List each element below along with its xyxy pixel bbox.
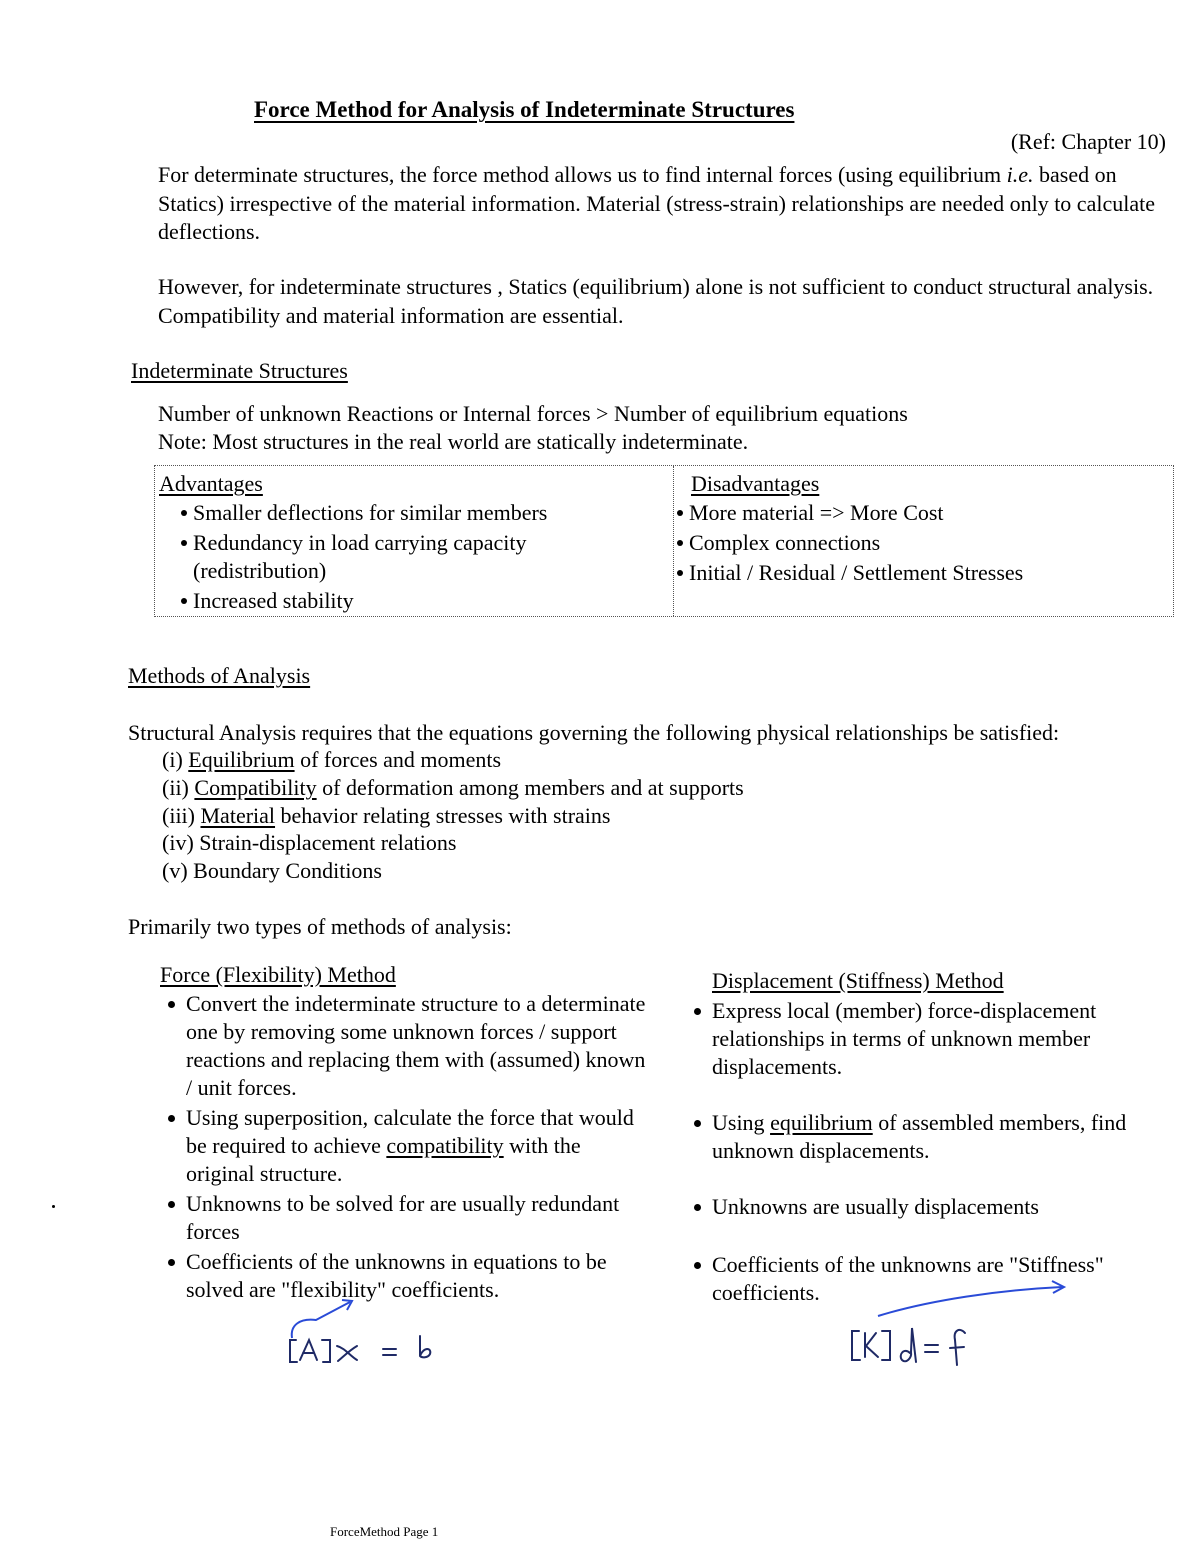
unknowns-line: Number of unknown Reactions or Internal forces > Number of equilibrium equations: [158, 401, 908, 426]
bullet-icon: [694, 1204, 701, 1211]
page-title: Force Method for Analysis of Indeterminate Structures: [254, 97, 795, 122]
displacement-method-bullet: Coefficients of the unknowns are "Stiffness" coefficients.: [690, 1251, 1160, 1307]
stray-mark: [52, 1205, 55, 1208]
advantage-item: Redundancy in load carrying capacity: [181, 529, 527, 557]
bullet-icon: [181, 540, 187, 546]
relationship-item: (ii) Compatibility of deformation among members and at supports: [162, 775, 744, 800]
advantage-item: Smaller deflections for similar members: [181, 499, 547, 527]
intro-ie: i.e.: [1006, 162, 1034, 187]
bullet-icon: [694, 1008, 701, 1015]
intro-paragraph-1: [158, 161, 1168, 247]
relationship-item: (iii) Material behavior relating stresses with strains: [162, 803, 611, 828]
advantages-heading: Advantages: [159, 471, 263, 496]
bullet-icon: [181, 598, 187, 604]
bullet-icon: [694, 1120, 701, 1127]
bullet-icon: [168, 1201, 175, 1208]
table-divider: [673, 466, 674, 616]
advantages-table: [154, 465, 1174, 617]
force-method-heading: Force (Flexibility) Method: [160, 962, 396, 987]
bullet-icon: [168, 1259, 175, 1266]
methods-heading: Methods of Analysis: [128, 663, 311, 688]
disadvantage-item: More material => More Cost: [677, 499, 944, 527]
disadvantage-item: Complex connections: [677, 529, 880, 557]
note-line: Note: Most structures in the real world are statically indeterminate.: [158, 429, 749, 454]
bullet-icon: [168, 1115, 175, 1122]
relationship-item: (iv) Strain-displacement relations: [162, 830, 457, 855]
displacement-method-bullet: Express local (member) force-displacement relationships in terms of unknown member displacements.: [690, 997, 1160, 1081]
handwritten-eq-stiffness: [852, 1328, 965, 1365]
advantage-item: Increased stability: [181, 587, 354, 615]
displacement-method-bullet: Using equilibrium of assembled members, find unknown displacements.: [690, 1109, 1160, 1165]
displacement-method-heading: Displacement (Stiffness) Method: [712, 968, 1004, 993]
force-method-bullet: Unknowns to be solved for are usually redundant forces: [164, 1190, 654, 1246]
relationship-item: (v) Boundary Conditions: [162, 858, 382, 883]
methods-intro: Structural Analysis requires that the equations governing the following physical relationships be satisfied:: [128, 720, 1060, 745]
bullet-icon: [181, 510, 187, 516]
bullet-icon: [694, 1262, 701, 1269]
force-method-list: [164, 990, 654, 1304]
indeterminate-heading: Indeterminate Structures: [131, 358, 348, 383]
intro-text-a: For determinate structures, the force method allows us to find internal forces (using equilibrium: [158, 162, 1007, 187]
displacement-method-bullet: Unknowns are usually displacements: [690, 1193, 1160, 1221]
displacement-method-list: [690, 997, 1160, 1307]
force-method-bullet: Using superposition, calculate the force that would be required to achieve compatibility with the original structure.: [164, 1104, 654, 1188]
intro-text-b: based on Statics) irrespective of the material information. Material (stress-strain) relationships are needed only to calculate deflections.: [158, 162, 1155, 244]
disadvantages-heading: Disadvantages: [691, 471, 820, 496]
advantage-item-continued: (redistribution): [193, 558, 327, 583]
bullet-icon: [677, 570, 683, 576]
bullet-icon: [677, 540, 683, 546]
force-method-bullet: Coefficients of the unknowns in equations to be solved are "flexibility" coefficients.: [164, 1248, 654, 1304]
force-method-bullet: Convert the indeterminate structure to a determinate one by removing some unknown forces / support reactions and replacing them with (assumed) known / unit forces.: [164, 990, 654, 1102]
relationship-item: (i) Equilibrium of forces and moments: [162, 747, 502, 772]
flexibility-arrow: [292, 1302, 350, 1338]
chapter-reference: (Ref: Chapter 10): [1010, 129, 1166, 154]
bullet-icon: [168, 1001, 175, 1008]
disadvantage-item: Initial / Residual / Settlement Stresses: [677, 559, 1023, 587]
handwritten-eq-flexibility: [290, 1336, 430, 1362]
bullet-icon: [677, 510, 683, 516]
page-footer: ForceMethod Page 1: [330, 1524, 439, 1539]
intro-paragraph-2: However, for indeterminate structures , Statics (equilibrium) alone is not sufficient to conduct structural analysis. Compatibility and material information are essential.: [158, 274, 1154, 328]
two-types-line: Primarily two types of methods of analysis:: [128, 914, 512, 939]
